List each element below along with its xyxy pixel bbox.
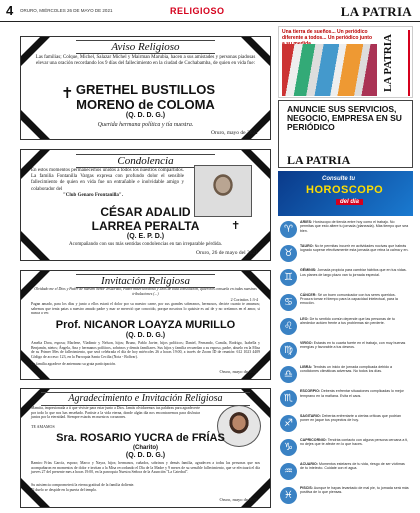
condolencia-dep: (Q. E. P. D.)	[126, 233, 165, 240]
sign-forecast: Jornada propicia para cambiar hábitos que en tus vidas. Los planes de largo plazo van tu jornada especial.	[300, 268, 407, 277]
agradecimiento-name: Sra. ROSARIO YUCRA de FRÍAS	[56, 432, 225, 444]
agradecimiento-detail: Ramiro Frías García, esposo; Marco y Nayra, hijos; hermanos, cuñados, sobrinos y demás familia, agradecen a todas las personas que nos acompañaron en momentos de dolor e invitan a la Misa recordando el Día de la Madre y 9 meses de su sensible fallecimiento, que se efectuará el día jueves 27 del presente mes a horas 19:00, en la parroquia Nuestra Señora de la Asunción "La Catedral".	[31, 461, 260, 474]
agradecimiento-dgd: (Q. D. D. G.)	[125, 452, 166, 459]
aviso-intro: Las familias; Colque, Michel, Salazar Michel y Mairman Marubia, hacen a sus amistades y personas piadosas elevar una oración recordando los 9 días del fallecimiento en la ciudad de Cochabamba, de quien en vida fue:	[35, 55, 256, 67]
condolencia-name-line2: LARREA PERALTA	[91, 219, 200, 233]
agradecimiento-thanks: Su asistencia comprometerá la eterna gratitud de la familia doliente.	[31, 483, 135, 487]
invitacion-thanks: La familia agradece de antemano su grata participación.	[31, 362, 116, 366]
horoscope-header	[278, 171, 413, 216]
invitacion-detail: Amelia Dora, esposa; Marlene, Vladimir y Nelson, hijos; Bruno, Pablo Javier, hijos políticos; Daniel, Fernando, Camila, Rodrigo, Isabella y Benjamín, nietos; Ángela, Ana y hermanos políticos, sobrinos y demás familiares. Sus hijos y familia recuerdan a su esposo, padre, abuelo en la Misa de su Primer Mes de fallecimiento, que será celebrada el día de hoy miércoles 26 a horas 19:00, a través de Zoom ID de reunión: 612 1023 4409 Código de acceso: 123, en la Parroquia Santa Cecilia (Nota - Bolívar).	[31, 341, 260, 359]
horoscope-panel	[278, 171, 413, 509]
horoscope-text	[300, 486, 409, 495]
sign-forecast: Deberás enfrentarte a ciertas críticas que podrían poner en jaque tus proyectos de hoy.	[300, 413, 402, 422]
condolencia-title: Condolencia	[76, 154, 215, 168]
sign-name: LEO:	[300, 316, 309, 321]
horoscope-sign	[280, 267, 411, 294]
ad-tierra-text: Una tierra de sueños... Un periódico diferente a todos... Un periódico junto	[282, 29, 373, 41]
ad-tierra	[278, 26, 413, 98]
aviso-name-line1: GRETHEL BUSTILLOS	[75, 82, 216, 97]
aviso-place: Oruro, mayo de 2021	[210, 130, 258, 136]
invitacion-dgd: (Q. D. D. G.)	[125, 332, 166, 339]
horoscope-sign	[280, 413, 411, 440]
invitacion-ref: 2 Corintios 1:3-4	[230, 297, 258, 302]
agradecimiento-place: Oruro, mayo de 2021	[219, 497, 258, 502]
zodiac-icon: ♋	[280, 294, 297, 311]
zodiac-icon: ♓	[280, 487, 297, 504]
sign-name: ARIES:	[300, 220, 313, 224]
aviso-dgd: (Q. D. D. G.)	[125, 112, 166, 119]
sign-name: SAGITARIO:	[300, 413, 321, 418]
aviso-name-line2: MORENO de COLOMA	[76, 97, 215, 112]
invitacion-quote: Olvidado me el Dios y Padre de nuestro Señor Jesucristo, Padre misericordioso y Dios de toda consolación, quien nos consuela en todas nuestras tribulaciones (...)	[34, 287, 257, 296]
condolencia-place: Oruro, 26 de mayo del 2021	[195, 250, 258, 256]
horoscope-post: del día	[336, 199, 363, 205]
horoscope-text	[300, 438, 409, 447]
condolencia-card	[20, 149, 271, 261]
zodiac-icon: ♑	[280, 439, 297, 456]
sign-forecast: De tu sentido común depende que las personas de tu alrededor actúen frente a tus problemas sin perderte.	[300, 316, 395, 326]
horoscope-text	[300, 462, 409, 471]
horoscope-title: HOROSCOPO	[306, 184, 384, 196]
invitacion-place: Oruro, mayo de 2021	[219, 369, 258, 374]
condolencia-body: En estos momentos permanecemos unidos a todos los nuestros compartidos. La familia Fontanilla Vargas expresa con profundo dolor el sensible fallecimiento de quien en vida fue un entrañable e inolvidable amigo y colaborador del	[31, 168, 184, 192]
cross-icon: ✝	[231, 219, 241, 232]
zodiac-icon: ♏	[280, 390, 297, 407]
condolencia-club: "Club Genaro Frontanilla".	[63, 193, 123, 198]
sign-name: PISCIS:	[300, 486, 313, 491]
horoscope-sign	[280, 292, 411, 319]
sign-forecast: Sé un buen comunicador con tus seres queridos. Procura tomar el tiempo para la capacidad intelectual, para la emoción.	[300, 292, 398, 306]
horoscope-text	[300, 220, 409, 233]
horoscope-text	[300, 389, 409, 398]
agradecimiento-signoff: TE AMAMOS	[31, 424, 55, 429]
aviso-memo: Querida hermana política y tía nuestra.	[97, 122, 194, 128]
sign-name: LIBRA:	[300, 365, 313, 370]
ad-anuncie-logo: LA PATRIA	[287, 153, 351, 167]
sign-name: CAPRICORNIO:	[300, 437, 327, 442]
sign-name: ACUARIO:	[300, 462, 318, 466]
page-header	[0, 0, 420, 22]
section-title: RELIGIOSO	[170, 6, 225, 16]
aviso-title: Aviso Religioso	[76, 40, 215, 54]
invitacion-body: Pagan amado, para los días y junto a ellos estará el dolor por su nuestro carne, por sus grandes soberanos, hermosos, decirte cuanto te amamos; sabemos que tenia patas a nuestro amado padre y mar se mereció que conocido, porque nosotros lo quisiste es así de y no creíamos en el amor, si nunca a ver.	[31, 302, 260, 315]
ad-tierra-logo: LA PATRIA	[382, 30, 410, 96]
horoscope-pre: Consulte tu	[322, 176, 355, 182]
page-date: ORURO, MIÉRCOLES 26 DE MAYO DE 2021	[20, 8, 113, 13]
agradecimiento-alias: (Charito)	[133, 445, 158, 451]
agradecimiento-card	[20, 388, 271, 508]
horoscope-sign	[280, 388, 411, 415]
zodiac-icon: ♒	[280, 463, 297, 480]
sign-forecast: Aunque te hayas levantado de mal pie, tu jornada será más positiva de lo que piensas.	[300, 486, 409, 495]
horoscope-sign	[280, 485, 411, 512]
horoscope-text	[300, 414, 409, 423]
zodiac-icon: ♊	[280, 269, 297, 286]
horoscope-text	[300, 268, 409, 277]
condolencia-name-line1: CÉSAR ADALID	[100, 205, 191, 219]
sign-name: CÁNCER:	[300, 292, 317, 297]
sign-forecast: Horóscopo de tienda entre hoy como el trabajo. No permitas que esto altere tu jornada (planeada). Más tiempo que sea bien.	[300, 220, 409, 233]
ad-anuncie	[278, 100, 413, 168]
zodiac-icon: ♉	[280, 245, 297, 262]
condolencia-closing: Acompañando con sus más sentidas condolencias en tan irreparable pérdida.	[68, 242, 222, 247]
sign-forecast: Tendrás contacto con alguna persona cercana a ti, no dejes que te afecte en lo que haces.	[300, 437, 409, 447]
invitacion-name: Prof. NICANOR LOAYZA MURILLO	[55, 319, 236, 331]
horoscope-text	[300, 317, 409, 326]
cross-icon: ✝	[61, 84, 74, 102]
aviso-card	[20, 36, 271, 140]
sign-forecast: Tendrás un inicio de jornada complicada debido a condiciones climáticas adversas. No todos los días.	[300, 365, 393, 374]
sign-forecast: Deberás enfrentar situaciones complicadas lo mejor temprano en la mañana. Evita el caos.	[300, 389, 404, 398]
horoscope-sign	[280, 437, 411, 464]
sign-forecast: No te permitas incurrir en actividades nocivas que habrás logrado superar efectivamente esta jornada que reina la calma y en.	[300, 244, 409, 253]
horoscope-text	[300, 341, 409, 350]
sign-name: ESCORPIO:	[300, 389, 321, 394]
zodiac-icon: ♍	[280, 342, 297, 359]
zodiac-icon: ♎	[280, 366, 297, 383]
newspaper-stack-image	[282, 44, 377, 96]
agradecimiento-title: Agradecimiento e Invitación Religiosa	[41, 392, 250, 406]
sign-forecast: Estarás en tu cuarta fuerte en el trabajo, con muy buenas energías y favorable a tus deseos.	[300, 341, 406, 350]
sign-forecast: Momentos estelares de tu vida, riesgo de ser víctimas de tu intelecto. Cuidate con el agua.	[300, 462, 405, 471]
invitacion-title: Invitación Religiosa	[76, 274, 215, 288]
horoscope-text	[300, 365, 409, 374]
zodiac-icon: ♌	[280, 318, 297, 335]
agradecimiento-intro: Mamita, impresionada a ti que viviste para estar junto a Dios. Jamás olvidaremos tus palabras para agradecerte por todo lo que nos has enseñado. Partiste a la vida eterna, donde algún día nos encontraremos para disfrutar juntos por la eternidad. Siempre estarás en nuestros corazones.	[31, 406, 200, 419]
sign-name: VIRGO:	[300, 341, 313, 345]
page-number: 4	[6, 3, 14, 18]
horoscope-text	[300, 293, 409, 306]
zodiac-icon: ♐	[280, 415, 297, 432]
horoscope-text	[300, 244, 409, 253]
newspaper-logo: LA PATRIA	[340, 4, 412, 19]
sign-name: GÉMINIS:	[300, 268, 317, 273]
invitacion-card	[20, 270, 271, 380]
horoscope-sign	[280, 316, 411, 343]
agradecimiento-extra: El duelo se despide en la puerta del templo.	[31, 488, 98, 492]
ad-anuncie-text: ANUNCIE SUS SERVICIOS, NEGOCIO, EMPRESA EN SU PERIÓDICO	[287, 104, 402, 132]
sign-name: TAURO:	[300, 244, 314, 249]
zodiac-icon: ♈	[280, 221, 297, 238]
